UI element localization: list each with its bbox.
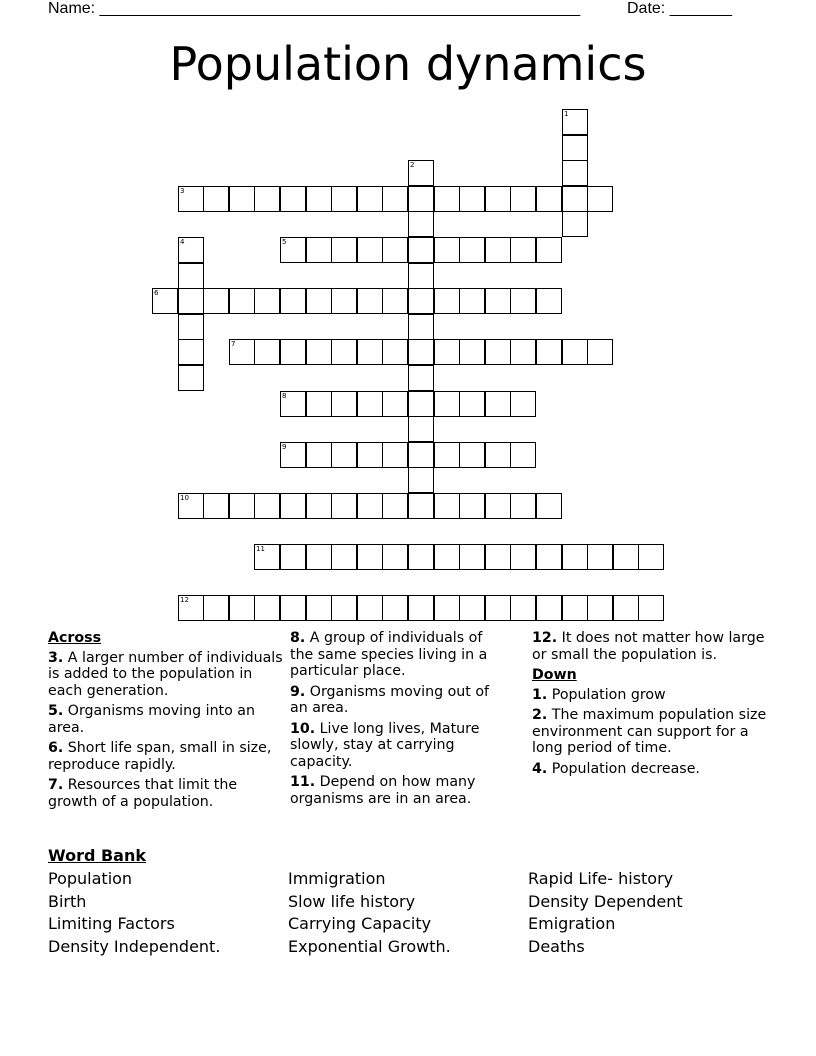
clue-across-6: 6. Short life span, small in size, reproduce rapidly.	[48, 740, 272, 773]
clue-number: 7	[231, 340, 236, 348]
crossword-cell[interactable]	[280, 493, 306, 519]
clue-down-1: 1. Population grow	[532, 686, 666, 703]
crossword-cell[interactable]	[485, 442, 511, 468]
crossword-cell[interactable]	[408, 186, 434, 212]
crossword-cell[interactable]	[408, 595, 434, 621]
crossword-cell[interactable]	[408, 442, 434, 468]
crossword-cell[interactable]	[408, 237, 434, 263]
crossword-cell[interactable]	[587, 544, 613, 570]
crossword-cell[interactable]	[382, 339, 408, 365]
crossword-cell[interactable]	[562, 160, 588, 186]
crossword-cell[interactable]	[229, 288, 255, 314]
crossword-cell[interactable]	[587, 595, 613, 621]
crossword-cell[interactable]	[357, 391, 383, 417]
across-heading: Across	[48, 630, 102, 646]
word-bank-item: Immigration	[288, 869, 386, 888]
crossword-cell[interactable]	[280, 595, 306, 621]
clue-number: 4	[180, 238, 185, 246]
clues-column-1	[48, 630, 284, 814]
crossword-cell[interactable]	[485, 186, 511, 212]
crossword-cell[interactable]	[357, 442, 383, 468]
crossword-cell[interactable]	[306, 493, 332, 519]
crossword-cell[interactable]	[536, 288, 562, 314]
crossword-cell[interactable]	[638, 595, 664, 621]
page-title: Population dynamics	[169, 37, 647, 91]
crossword-cell[interactable]	[408, 160, 434, 186]
crossword-cell[interactable]	[408, 391, 434, 417]
crossword-cell[interactable]	[254, 186, 280, 212]
clue-number: 8	[282, 392, 287, 400]
down-heading: Down	[532, 667, 577, 683]
clue-down-4: 4. Population decrease.	[532, 760, 700, 777]
crossword-cell[interactable]	[408, 544, 434, 570]
crossword-cell[interactable]	[510, 186, 536, 212]
crossword-cell[interactable]	[178, 314, 204, 340]
crossword-cell[interactable]	[510, 442, 536, 468]
crossword-cell[interactable]	[382, 544, 408, 570]
crossword-cell[interactable]	[229, 339, 255, 365]
word-bank-item: Density Dependent	[528, 891, 683, 911]
crossword-cell[interactable]	[203, 288, 229, 314]
crossword-cell[interactable]	[331, 544, 357, 570]
clue-across-3: 3. A larger number of individuals is added to the population in each generation.	[48, 649, 283, 699]
crossword-cell[interactable]	[382, 493, 408, 519]
crossword-cell[interactable]	[331, 493, 357, 519]
word-bank-item: Carrying Capacity	[288, 914, 432, 934]
crossword-cell[interactable]	[408, 211, 434, 237]
crossword-cell[interactable]	[510, 391, 536, 417]
crossword-cell[interactable]	[587, 339, 613, 365]
crossword-cell[interactable]	[562, 595, 588, 621]
crossword-cell[interactable]	[485, 493, 511, 519]
clue-number: 1	[564, 110, 569, 118]
crossword-cell[interactable]	[459, 391, 485, 417]
crossword-cell[interactable]	[306, 186, 332, 212]
crossword-cell[interactable]	[254, 493, 280, 519]
crossword-cell[interactable]	[280, 237, 306, 263]
clues-column-3	[532, 630, 768, 781]
word-bank-item: Deaths	[528, 937, 585, 957]
crossword-cell[interactable]	[382, 288, 408, 314]
date-field-label: Date: _______	[627, 0, 732, 17]
clue-across-11: 11. Depend on how many organisms are in an area.	[290, 774, 476, 807]
crossword-cell[interactable]	[178, 595, 204, 621]
crossword-cell[interactable]	[382, 391, 408, 417]
crossword-cell[interactable]	[434, 186, 460, 212]
crossword-cell[interactable]	[306, 339, 332, 365]
crossword-cell[interactable]	[434, 442, 460, 468]
crossword-cell[interactable]	[459, 288, 485, 314]
clue-number: 3	[180, 187, 185, 195]
crossword-cell[interactable]	[357, 544, 383, 570]
crossword-cell[interactable]	[382, 442, 408, 468]
word-bank-column-1	[48, 868, 220, 959]
crossword-cell[interactable]	[485, 391, 511, 417]
crossword-cell[interactable]	[613, 544, 639, 570]
crossword-cell[interactable]	[536, 544, 562, 570]
crossword-cell[interactable]	[510, 544, 536, 570]
crossword-cell[interactable]	[229, 186, 255, 212]
crossword-cell[interactable]	[434, 288, 460, 314]
clue-number: 10	[180, 494, 189, 502]
crossword-cell[interactable]	[254, 288, 280, 314]
crossword-cell[interactable]	[408, 416, 434, 442]
crossword-cell[interactable]	[536, 595, 562, 621]
crossword-cell[interactable]	[434, 339, 460, 365]
crossword-cell[interactable]	[306, 237, 332, 263]
crossword-cell[interactable]	[357, 493, 383, 519]
crossword-cell[interactable]	[408, 314, 434, 340]
crossword-cell[interactable]	[331, 288, 357, 314]
crossword-cell[interactable]	[280, 186, 306, 212]
clue-across-7: 7. Resources that limit the growth of a population.	[48, 777, 238, 810]
clue-across-10: 10. Live long lives, Mature slowly, stay at carrying capacity.	[290, 720, 480, 770]
word-bank-item: Limiting Factors	[48, 914, 175, 934]
crossword-cell[interactable]	[203, 493, 229, 519]
clue-number: 11	[256, 545, 265, 553]
crossword-cell[interactable]	[280, 339, 306, 365]
crossword-cell[interactable]	[485, 595, 511, 621]
crossword-cell[interactable]	[408, 365, 434, 391]
crossword-cell[interactable]	[510, 493, 536, 519]
crossword-cell[interactable]	[331, 237, 357, 263]
crossword-cell[interactable]	[485, 339, 511, 365]
crossword-cell[interactable]	[536, 339, 562, 365]
crossword-cell[interactable]	[408, 467, 434, 493]
crossword-cell[interactable]	[434, 595, 460, 621]
crossword-cell[interactable]	[459, 442, 485, 468]
crossword-cell[interactable]	[562, 135, 588, 161]
crossword-cell[interactable]	[434, 544, 460, 570]
word-bank-column-2	[288, 868, 451, 959]
crossword-cell[interactable]	[357, 186, 383, 212]
crossword-cell[interactable]	[357, 288, 383, 314]
crossword-cell[interactable]	[229, 595, 255, 621]
clues-column-2	[290, 630, 508, 811]
crossword-cell[interactable]	[536, 493, 562, 519]
crossword-cell[interactable]	[485, 544, 511, 570]
word-bank-item: Density Independent.	[48, 937, 221, 957]
crossword-cell[interactable]	[510, 288, 536, 314]
word-bank-item: Emigration	[528, 914, 616, 934]
crossword-cell[interactable]	[280, 288, 306, 314]
crossword-cell[interactable]	[434, 237, 460, 263]
word-bank-item: Rapid Life- history	[528, 869, 674, 888]
crossword-cell[interactable]	[459, 544, 485, 570]
crossword-cell[interactable]	[562, 544, 588, 570]
crossword-cell[interactable]	[510, 595, 536, 621]
crossword-cell[interactable]	[638, 544, 664, 570]
crossword-cell[interactable]	[178, 288, 204, 314]
word-bank-heading: Word Bank	[48, 846, 147, 865]
crossword-cell[interactable]	[306, 288, 332, 314]
crossword-cell[interactable]	[178, 186, 204, 212]
crossword-cell[interactable]	[203, 595, 229, 621]
crossword-cell[interactable]	[562, 211, 588, 237]
crossword-cell[interactable]	[536, 186, 562, 212]
crossword-cell[interactable]	[510, 339, 536, 365]
crossword-cell[interactable]	[434, 493, 460, 519]
crossword-cell[interactable]	[357, 237, 383, 263]
clue-number: 12	[180, 596, 189, 604]
crossword-cell[interactable]	[587, 186, 613, 212]
clue-number: 9	[282, 443, 287, 451]
crossword-cell[interactable]	[280, 442, 306, 468]
word-bank-item: Birth	[48, 891, 87, 911]
clue-down-2: 2. The maximum population size environment can support for a long period of time.	[532, 707, 767, 756]
crossword-cell[interactable]	[357, 595, 383, 621]
crossword-cell[interactable]	[254, 595, 280, 621]
crossword-cell[interactable]	[459, 493, 485, 519]
crossword-cell[interactable]	[562, 339, 588, 365]
crossword-cell[interactable]	[408, 339, 434, 365]
crossword-cell[interactable]	[408, 263, 434, 289]
crossword-cell[interactable]	[178, 365, 204, 391]
clue-across-5: 5. Organisms moving into an area.	[48, 703, 255, 736]
crossword-cell[interactable]	[152, 288, 178, 314]
crossword-cell[interactable]	[485, 237, 511, 263]
crossword-cell[interactable]	[306, 595, 332, 621]
clue-across-8: 8. A group of individuals of the same species living in a particular place.	[290, 630, 488, 679]
crossword-cell[interactable]	[613, 595, 639, 621]
crossword-cell[interactable]	[280, 544, 306, 570]
crossword-cell[interactable]	[178, 263, 204, 289]
clue-number: 6	[154, 289, 159, 297]
crossword-cell[interactable]	[178, 493, 204, 519]
crossword-cell[interactable]	[254, 544, 280, 570]
crossword-cell[interactable]	[229, 493, 255, 519]
word-bank-column-3	[528, 868, 683, 959]
crossword-cell[interactable]	[178, 339, 204, 365]
crossword-cell[interactable]	[306, 544, 332, 570]
crossword-cell[interactable]	[254, 339, 280, 365]
crossword-cell[interactable]	[331, 595, 357, 621]
crossword-cell[interactable]	[331, 442, 357, 468]
word-bank-item: Slow life history	[288, 891, 416, 911]
word-bank-item: Exponential Growth.	[288, 937, 451, 957]
crossword-cell[interactable]	[331, 391, 357, 417]
crossword-cell[interactable]	[459, 186, 485, 212]
crossword-cell[interactable]	[382, 595, 408, 621]
crossword-cell[interactable]	[331, 339, 357, 365]
crossword-cell[interactable]	[434, 391, 460, 417]
crossword-cell[interactable]	[408, 288, 434, 314]
crossword-cell[interactable]	[306, 442, 332, 468]
crossword-cell[interactable]	[562, 186, 588, 212]
crossword-cell[interactable]	[510, 237, 536, 263]
crossword-cell[interactable]	[562, 109, 588, 135]
crossword-cell[interactable]	[357, 339, 383, 365]
clue-across-12: 12. It does not matter how large or small the population is.	[532, 630, 765, 663]
name-field-label: Name: ______________________________________________________	[48, 0, 581, 17]
clue-across-9: 9. Organisms moving out of an area.	[290, 683, 490, 716]
crossword-cell[interactable]	[459, 595, 485, 621]
crossword-cell[interactable]	[382, 186, 408, 212]
clue-number: 2	[410, 161, 415, 169]
word-bank-item: Population	[48, 869, 133, 888]
crossword-cell[interactable]	[331, 186, 357, 212]
crossword-cell[interactable]	[203, 186, 229, 212]
crossword-cell[interactable]	[408, 493, 434, 519]
crossword-cell[interactable]	[459, 237, 485, 263]
clue-number: 5	[282, 238, 287, 246]
crossword-cell[interactable]	[459, 339, 485, 365]
crossword-cell[interactable]	[178, 237, 204, 263]
crossword-cell[interactable]	[485, 288, 511, 314]
crossword-cell[interactable]	[280, 391, 306, 417]
crossword-cell[interactable]	[382, 237, 408, 263]
crossword-cell[interactable]	[536, 237, 562, 263]
crossword-cell[interactable]	[306, 391, 332, 417]
